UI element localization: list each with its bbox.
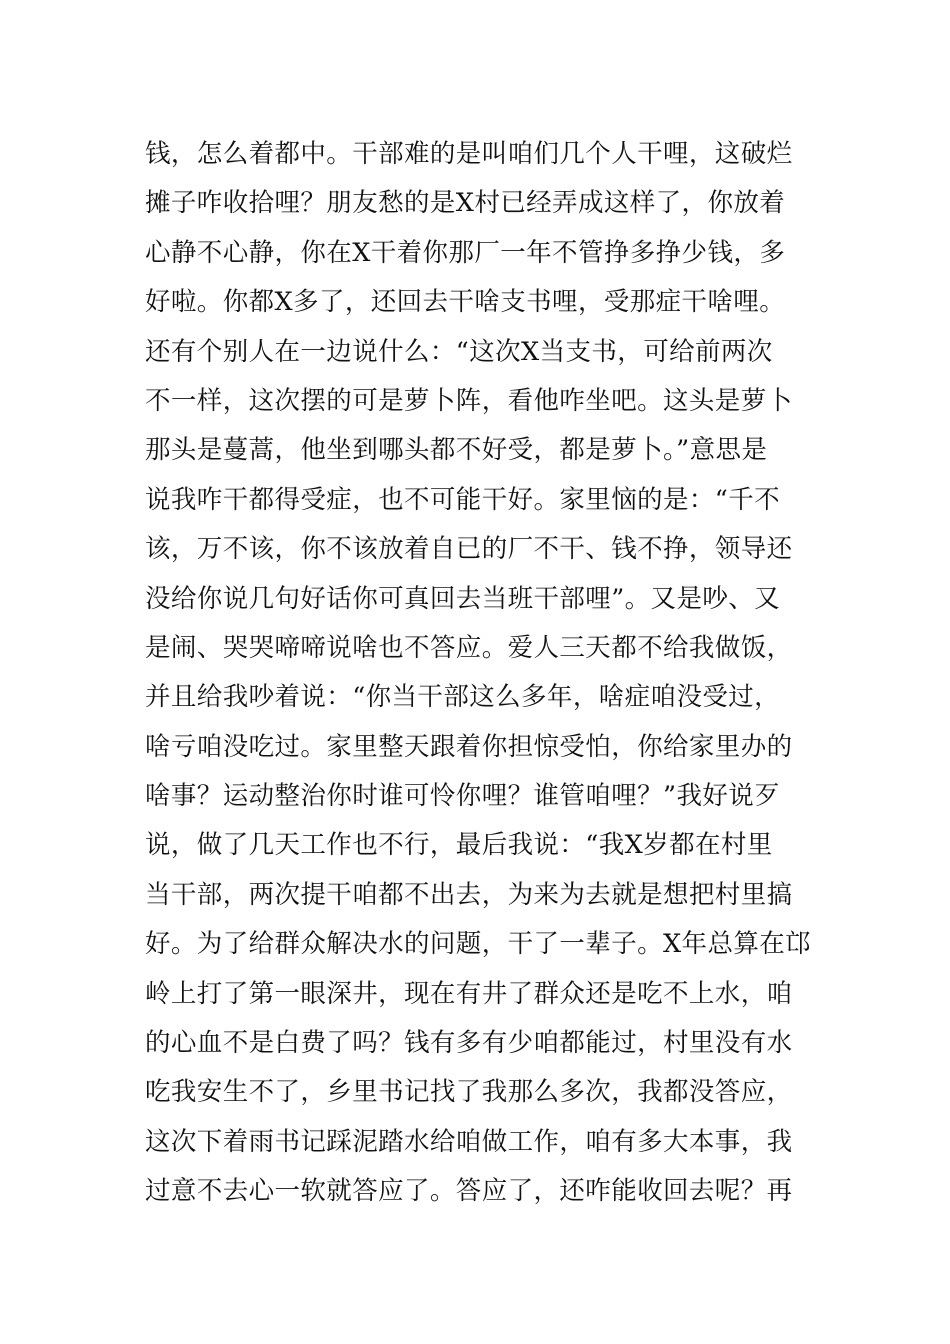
text-line: 没给你说几句好话你可真回去当班干部哩”。又是吵、又 bbox=[145, 583, 781, 614]
text-line: 啥亏咱没吃过。家里整天跟着你担惊受怕，你给家里办的 bbox=[145, 731, 793, 762]
text-line: 并且给我吵着说：“你当干部这么多年，啥症咱没受过， bbox=[145, 682, 781, 713]
text-line: 是闹、哭哭啼啼说啥也不答应。爱人三天都不给我做饭， bbox=[145, 632, 793, 663]
text-line: 还有个别人在一边说什么：“这次X当支书，可给前两次 bbox=[145, 336, 773, 367]
text-line: 啥事？运动整治你时谁可怜你哩？谁管咱哩？”我好说歹 bbox=[145, 781, 781, 812]
text-line: 过意不去心一软就答应了。答应了，还咋能收回去呢？再 bbox=[145, 1176, 793, 1207]
text-line: 这次下着雨书记踩泥踏水给咱做工作，咱有多大本事，我 bbox=[145, 1126, 793, 1157]
body-text bbox=[145, 130, 825, 1217]
text-line: 那头是蔓蒿，他坐到哪头都不好受，都是萝卜。”意思是 bbox=[145, 435, 768, 466]
text-line: 当干部，两次提干咱都不出去，为来为去就是想把村里搞 bbox=[145, 879, 793, 910]
text-line: 的心血不是白费了吗？钱有多有少咱都能过，村里没有水 bbox=[145, 1028, 793, 1059]
text-line: 钱，怎么着都中。干部难的是叫咱们几个人干哩，这破烂 bbox=[145, 139, 793, 169]
text-line: 好。为了给群众解决水的问题，干了一辈子。X年总算在邙 bbox=[145, 929, 812, 960]
text-line: 好啦。你都X多了，还回去干啥支书哩，受那症干啥哩。 bbox=[145, 287, 786, 318]
text-line: 心静不心静，你在X干着你那厂一年不管挣多挣少钱，多 bbox=[145, 237, 786, 268]
text-line: 不一样，这次摆的可是萝卜阵，看他咋坐吧。这头是萝卜 bbox=[145, 385, 793, 416]
text-line: 说，做了几天工作也不行，最后我说：“我X岁都在村里 bbox=[145, 830, 773, 861]
text-line: 该，万不该，你不该放着自已的厂不干、钱不挣，领导还 bbox=[145, 534, 793, 565]
text-line: 岭上打了第一眼深井，现在有井了群众还是吃不上水，咱 bbox=[145, 978, 793, 1009]
text-line: 说我咋干都得受症，也不可能干好。家里恼的是：“千不 bbox=[145, 484, 781, 515]
text-line: 吃我安生不了，乡里书记找了我那么多次，我都没答应， bbox=[145, 1077, 793, 1108]
text-line: 摊子咋收拾哩？朋友愁的是X村已经弄成这样了，你放着 bbox=[145, 188, 786, 219]
